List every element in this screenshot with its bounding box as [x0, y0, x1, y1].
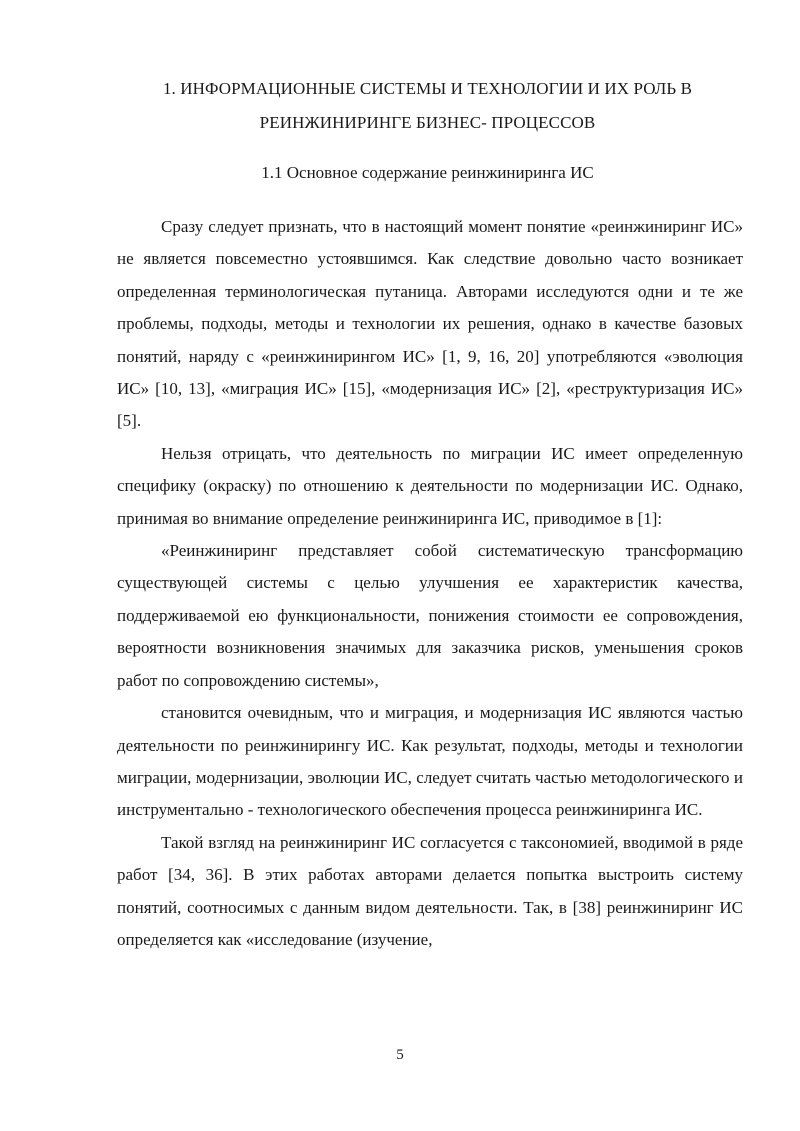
chapter-title: 1. ИНФОРМАЦИОННЫЕ СИСТЕМЫ И ТЕХНОЛОГИИ И ИХ РОЛЬ В РЕИНЖИНИРИНГЕ БИЗНЕС- ПРОЦЕССОВ — [162, 79, 693, 132]
page-number: 5 — [396, 1047, 404, 1063]
paragraph-3: становится очевидным, что и миграция, и модернизация ИС являются частью деятельности по реинжинирингу ИС. Как результат, подходы, методы и технологии миграции, модернизации, эволюции ИС, следует считать частью методологического и инструментально - технологического обеспечения процесса реинжиниринга ИС. — [117, 703, 743, 820]
paragraph-4: Такой взгляд на реинжиниринг ИС согласуется с таксономией, вводимой в ряде работ [34, 36]. В этих работах авторами делается попытка выстроить систему понятий, соотносимых с данным видом деятельности. Так, в [38] реинжиниринг ИС определяется как «исследование (изучение, — [117, 832, 743, 949]
paragraph-2: Нельзя отрицать, что деятельность по миграции ИС имеет определенную специфику (окраску) по отношению к деятельности по модернизации ИС. Однако, принимая во внимание определение реинжиниринга ИС, приводимое в [1]: — [117, 443, 743, 528]
body-text — [117, 211, 743, 956]
paragraph-1: Сразу следует признать, что в настоящий момент понятие «реинжиниринг ИС» не является повсеместно устоявшимся. Как следствие довольно часто возникает определенная терминологическая путаница. Авторами исследуются одни и те же проблемы, подходы, методы и технологии их решения, однако в качестве базовых понятий, наряду с «реинжинирингом ИС» [1, 9, 16, 20] употребляются «эволюция ИС» [10, 13], «миграция ИС» [15], «модернизация ИС» [2], «реструктуризация ИС» [5]. — [117, 217, 743, 431]
section-title: 1.1 Основное содержание реинжиниринга ИС — [261, 163, 594, 182]
quote-paragraph: «Реинжиниринг представляет собой систематическую трансформацию существующей системы с целью улучшения ее характеристик качества, поддерживаемой ею функциональности, понижения стоимости ее сопровождения, вероятности возникновения значимых для заказчика рисков, уменьшения сроков работ по сопровождению системы», — [117, 541, 743, 690]
